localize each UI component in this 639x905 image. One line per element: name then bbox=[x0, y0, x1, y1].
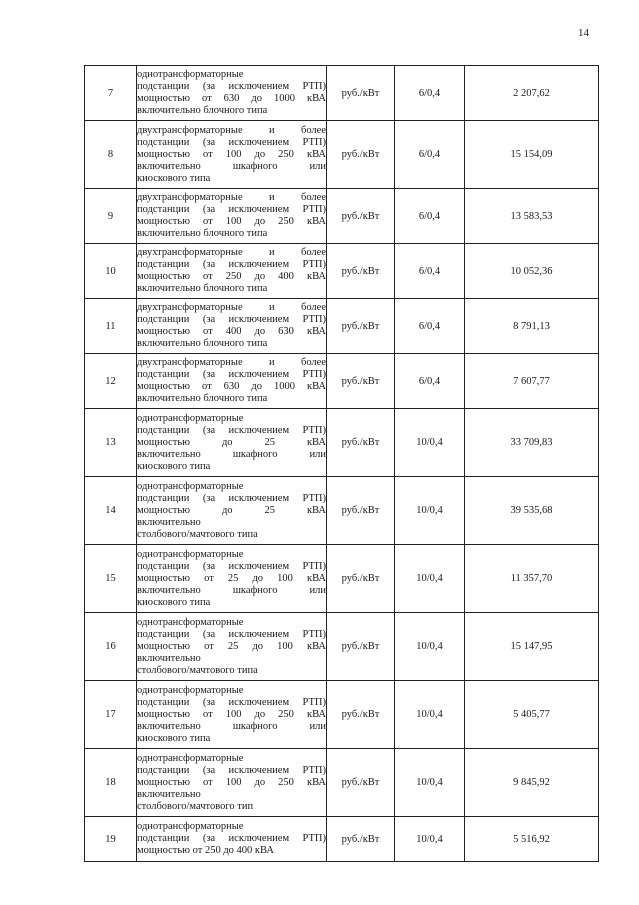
description-line: двухтрансформаторные и более bbox=[137, 124, 326, 136]
description-line: включительно блочного типа bbox=[137, 105, 268, 116]
voltage-cell: 10/0,4 bbox=[395, 613, 465, 681]
description-line: включительно блочного типа bbox=[137, 228, 268, 239]
unit-cell: руб./кВт bbox=[327, 244, 395, 299]
unit-cell: руб./кВт bbox=[327, 545, 395, 613]
table-row bbox=[85, 817, 599, 862]
description-line: включительно шкафного или bbox=[137, 160, 326, 172]
row-number: 8 bbox=[85, 121, 137, 189]
rate-value-cell: 11 357,70 bbox=[465, 545, 599, 613]
row-number: 12 bbox=[85, 354, 137, 409]
substation-description bbox=[137, 409, 327, 477]
description-line: однотрансформаторные bbox=[137, 412, 244, 424]
substation-description bbox=[137, 189, 327, 244]
row-number: 9 bbox=[85, 189, 137, 244]
description-line: двухтрансформаторные и более bbox=[137, 357, 326, 368]
description-line: киоскового типа bbox=[137, 732, 211, 744]
description-line: подстанции (за исключением РТП) bbox=[137, 560, 326, 572]
substation-description bbox=[137, 477, 327, 545]
voltage-cell: 10/0,4 bbox=[395, 477, 465, 545]
substation-description bbox=[137, 545, 327, 613]
rate-value-cell: 2 207,62 bbox=[465, 66, 599, 121]
description-line: включительно шкафного или bbox=[137, 720, 326, 732]
substation-description bbox=[137, 66, 327, 121]
voltage-cell: 6/0,4 bbox=[395, 244, 465, 299]
description-line: киоскового типа bbox=[137, 460, 211, 472]
table-row bbox=[85, 477, 599, 545]
voltage-cell: 6/0,4 bbox=[395, 121, 465, 189]
rate-value-cell: 7 607,77 bbox=[465, 354, 599, 409]
table-row bbox=[85, 749, 599, 817]
description-line: подстанции (за исключением РТП) bbox=[137, 628, 326, 640]
row-number: 18 bbox=[85, 749, 137, 817]
rate-value-cell: 13 583,53 bbox=[465, 189, 599, 244]
description-line: мощностью от 630 до 1000 кВА bbox=[137, 381, 326, 392]
description-line: однотрансформаторные bbox=[137, 548, 244, 560]
description-line: однотрансформаторные bbox=[137, 752, 244, 764]
description-line: мощностью от 100 до 250 кВА bbox=[137, 148, 326, 160]
voltage-cell: 10/0,4 bbox=[395, 545, 465, 613]
voltage-cell: 6/0,4 bbox=[395, 189, 465, 244]
substation-description bbox=[137, 613, 327, 681]
voltage-cell: 6/0,4 bbox=[395, 299, 465, 354]
row-number: 15 bbox=[85, 545, 137, 613]
substation-description bbox=[137, 244, 327, 299]
unit-cell: руб./кВт bbox=[327, 354, 395, 409]
description-line: столбового/мачтового типа bbox=[137, 664, 258, 676]
unit-cell: руб./кВт bbox=[327, 613, 395, 681]
table-row bbox=[85, 66, 599, 121]
description-line: столбового/мачтового тип bbox=[137, 800, 254, 812]
description-line: киоскового типа bbox=[137, 172, 211, 184]
rate-value-cell: 8 791,13 bbox=[465, 299, 599, 354]
description-line: подстанции (за исключением РТП) bbox=[137, 259, 326, 270]
row-number: 14 bbox=[85, 477, 137, 545]
voltage-cell: 6/0,4 bbox=[395, 354, 465, 409]
rate-value-cell: 5 516,92 bbox=[465, 817, 599, 862]
row-number: 13 bbox=[85, 409, 137, 477]
rate-value-cell: 15 154,09 bbox=[465, 121, 599, 189]
substation-description bbox=[137, 121, 327, 189]
description-line: подстанции (за исключением РТП) bbox=[137, 833, 326, 844]
description-line: включительно шкафного или bbox=[137, 584, 326, 596]
table-row bbox=[85, 409, 599, 477]
description-line: двухтрансформаторные и более bbox=[137, 302, 326, 313]
description-line: мощностью от 100 до 250 кВА bbox=[137, 776, 326, 788]
table-row bbox=[85, 681, 599, 749]
row-number: 7 bbox=[85, 66, 137, 121]
description-line: мощностью от 100 до 250 кВА bbox=[137, 708, 326, 720]
row-number: 11 bbox=[85, 299, 137, 354]
description-line: подстанции (за исключением РТП) bbox=[137, 424, 326, 436]
unit-cell: руб./кВт bbox=[327, 749, 395, 817]
voltage-cell: 10/0,4 bbox=[395, 749, 465, 817]
rate-value-cell: 39 535,68 bbox=[465, 477, 599, 545]
description-line: мощностью от 25 до 100 кВА bbox=[137, 640, 326, 652]
description-line: однотрансформаторные bbox=[137, 616, 244, 628]
description-line: столбового/мачтового типа bbox=[137, 528, 258, 540]
table-row bbox=[85, 244, 599, 299]
unit-cell: руб./кВт bbox=[327, 189, 395, 244]
description-line: подстанции (за исключением РТП) bbox=[137, 369, 326, 380]
description-line: включительно bbox=[137, 788, 201, 800]
row-number: 10 bbox=[85, 244, 137, 299]
unit-cell: руб./кВт bbox=[327, 66, 395, 121]
voltage-cell: 10/0,4 bbox=[395, 409, 465, 477]
description-line: мощностью до 25 кВА bbox=[137, 436, 326, 448]
description-line: киоскового типа bbox=[137, 596, 211, 608]
rate-value-cell: 33 709,83 bbox=[465, 409, 599, 477]
substation-description bbox=[137, 749, 327, 817]
voltage-cell: 10/0,4 bbox=[395, 817, 465, 862]
substation-description bbox=[137, 299, 327, 354]
rate-value-cell: 15 147,95 bbox=[465, 613, 599, 681]
description-line: двухтрансформаторные и более bbox=[137, 192, 326, 203]
description-line: подстанции (за исключением РТП) bbox=[137, 81, 326, 92]
description-line: мощностью от 400 до 630 кВА bbox=[137, 326, 326, 337]
description-line: включительно bbox=[137, 516, 201, 528]
description-line: включительно шкафного или bbox=[137, 448, 326, 460]
description-line: мощностью от 25 до 100 кВА bbox=[137, 572, 326, 584]
unit-cell: руб./кВт bbox=[327, 681, 395, 749]
rate-value-cell: 9 845,92 bbox=[465, 749, 599, 817]
unit-cell: руб./кВт bbox=[327, 477, 395, 545]
description-line: однотрансформаторные bbox=[137, 69, 244, 80]
voltage-cell: 10/0,4 bbox=[395, 681, 465, 749]
description-line: однотрансформаторные bbox=[137, 821, 244, 832]
row-number: 17 bbox=[85, 681, 137, 749]
description-line: подстанции (за исключением РТП) bbox=[137, 314, 326, 325]
description-line: подстанции (за исключением РТП) bbox=[137, 696, 326, 708]
substation-description bbox=[137, 817, 327, 862]
description-line: подстанции (за исключением РТП) bbox=[137, 764, 326, 776]
description-line: однотрансформаторные bbox=[137, 684, 244, 696]
table-row bbox=[85, 299, 599, 354]
table-row bbox=[85, 121, 599, 189]
table-row bbox=[85, 189, 599, 244]
description-line: мощностью от 250 до 400 кВА bbox=[137, 271, 326, 282]
description-line: однотрансформаторные bbox=[137, 480, 244, 492]
unit-cell: руб./кВт bbox=[327, 817, 395, 862]
description-line: двухтрансформаторные и более bbox=[137, 247, 326, 258]
row-number: 16 bbox=[85, 613, 137, 681]
description-line: включительно bbox=[137, 652, 201, 664]
table-row bbox=[85, 354, 599, 409]
rate-value-cell: 10 052,36 bbox=[465, 244, 599, 299]
table-row bbox=[85, 613, 599, 681]
description-line: мощностью от 100 до 250 кВА bbox=[137, 216, 326, 227]
unit-cell: руб./кВт bbox=[327, 299, 395, 354]
unit-cell: руб./кВт bbox=[327, 121, 395, 189]
description-line: мощностью от 630 до 1000 кВА bbox=[137, 93, 326, 104]
rate-value-cell: 5 405,77 bbox=[465, 681, 599, 749]
description-line: включительно блочного типа bbox=[137, 393, 268, 404]
description-line: подстанции (за исключением РТП) bbox=[137, 492, 326, 504]
voltage-cell: 6/0,4 bbox=[395, 66, 465, 121]
substation-description bbox=[137, 681, 327, 749]
description-line: подстанции (за исключением РТП) bbox=[137, 136, 326, 148]
row-number: 19 bbox=[85, 817, 137, 862]
unit-cell: руб./кВт bbox=[327, 409, 395, 477]
description-line: мощностью до 25 кВА bbox=[137, 504, 326, 516]
description-line: мощностью от 250 до 400 кВА bbox=[137, 845, 274, 856]
page-number: 14 bbox=[578, 27, 589, 39]
tariff-table-body bbox=[85, 66, 599, 862]
description-line: включительно блочного типа bbox=[137, 338, 268, 349]
table-row bbox=[85, 545, 599, 613]
tariff-table bbox=[84, 65, 599, 862]
description-line: подстанции (за исключением РТП) bbox=[137, 204, 326, 215]
description-line: включительно блочного типа bbox=[137, 283, 268, 294]
substation-description bbox=[137, 354, 327, 409]
